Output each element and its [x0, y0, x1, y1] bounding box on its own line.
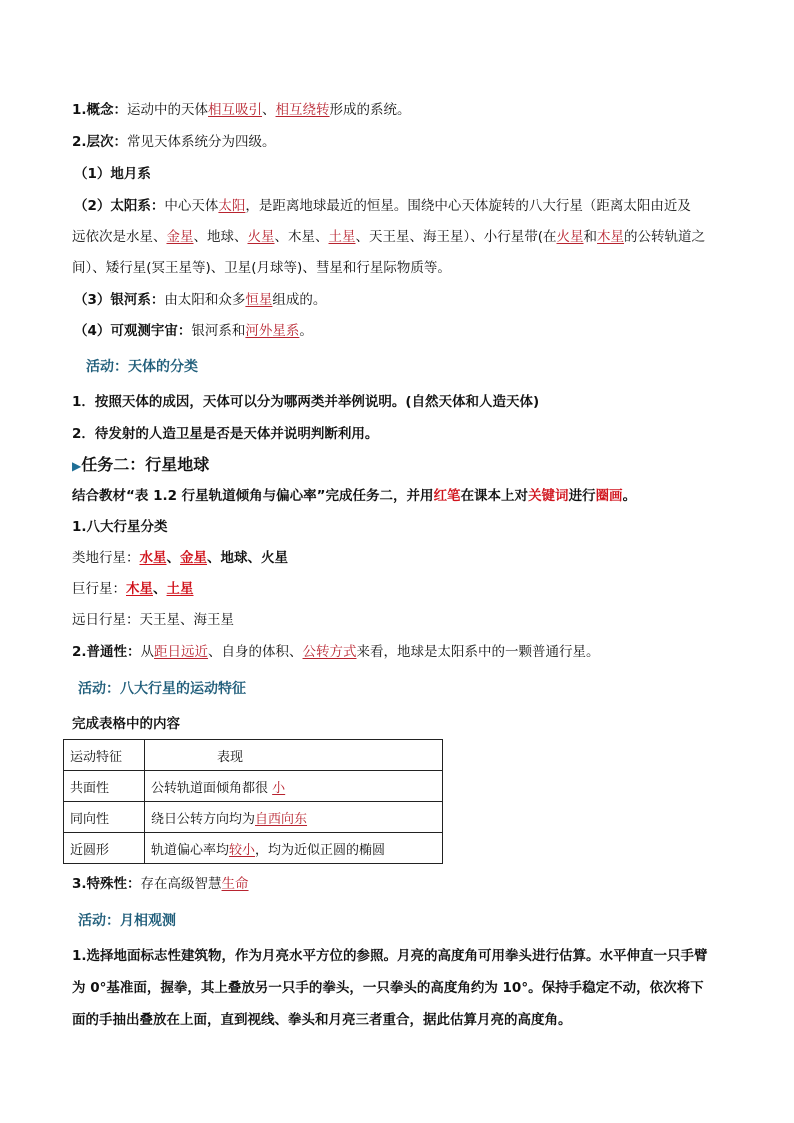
generality-line: 2.普通性：从距日远近、自身的体积、公转方式来看，地球是太阳系中的一颗普通行星。: [72, 644, 600, 660]
activity-question-2: 2．待发射的人造卫星是否是天体并说明判断利用。: [72, 426, 379, 442]
solar-system-line-2: 远依次是水星、金星、地球、火星、木星、土星、天王星、海王星）、小行星带(在火星和木星的公转轨道之: [72, 229, 706, 245]
specialty-line: 3.特殊性：存在高级智慧生命: [72, 876, 249, 892]
levels-line: 2.层次：常见天体系统分为四级。: [72, 134, 276, 150]
activity-title-moon: 活动：月相观测: [78, 913, 176, 929]
moon-paragraph-line-1: 1.选择地面标志性建筑物，作为月亮水平方位的参照。月亮的高度角可用拳头进行估算。水平伸直一只手臂: [72, 948, 708, 964]
table-row: [64, 771, 443, 802]
table-header-cell: 表现: [145, 740, 443, 771]
table-row: [64, 833, 443, 864]
moon-paragraph-line-3: 面的手抽出叠放在上面，直到视线、拳头和月亮三者重合，据此估算月亮的高度角。: [72, 1012, 572, 1028]
play-arrow-icon: ▶: [72, 459, 82, 473]
table-cell: 公转轨道面倾角都很 小: [145, 771, 443, 802]
observable-universe-line: （4）可观测宇宙：银河系和河外星系。: [74, 323, 313, 339]
far-planets-line: 远日行星：天王星、海王星: [72, 612, 234, 628]
motion-features-table: [63, 739, 443, 864]
concept-line: 1.概念：运动中的天体相互吸引、相互绕转形成的系统。: [72, 102, 411, 118]
level-earth-moon: （1）地月系: [74, 166, 151, 182]
task2-instruction: 结合教材“表 1.2 行星轨道倾角与偏心率”完成任务二，并用红笔在课本上对关键词进行圈画。: [72, 488, 637, 504]
planet-classification-title: 1.八大行星分类: [72, 519, 168, 535]
keyword: 相互绕转: [275, 102, 330, 118]
activity-title-classification: 活动：天体的分类: [86, 359, 198, 375]
table-cell: 共面性: [64, 771, 145, 802]
table-cell: 绕日公转方向均为自西向东: [145, 802, 443, 833]
activity-question-1: 1．按照天体的成因，天体可以分为哪两类并举例说明。(自然天体和人造天体): [72, 394, 540, 410]
milky-way-line: （3）银河系：由太阳和众多恒星组成的。: [74, 292, 327, 308]
task2-title: 任务二：行星地球: [81, 455, 210, 474]
terrestrial-planets-line: 类地行星：水星、金星、地球、火星: [72, 550, 288, 566]
table-cell: 近圆形: [64, 833, 145, 864]
table-cell: 轨道偏心率均较小，均为近似正圆的椭圆: [145, 833, 443, 864]
task2-heading: [72, 455, 209, 476]
keyword: 相互吸引: [208, 102, 263, 118]
table-cell: 同向性: [64, 802, 145, 833]
activity-title-motion: 活动：八大行星的运动特征: [78, 681, 246, 697]
moon-paragraph-line-2: 为 0°基准面，握拳，其上叠放另一只手的拳头，一只拳头的高度角约为 10°。保持手稳定不动，依次将下: [72, 980, 704, 996]
giant-planets-line: 巨行星：木星、土星: [72, 581, 194, 597]
table-intro: 完成表格中的内容: [72, 716, 180, 732]
table-header-cell: 运动特征: [64, 740, 145, 771]
table-row: [64, 802, 443, 833]
solar-system-line-3: 间）、矮行星(冥王星等)、卫星(月球等)、彗星和行星际物质等。: [72, 260, 451, 276]
solar-system-line-1: （2）太阳系：中心天体太阳，是距离地球最近的恒星。围绕中心天体旋转的八大行星（距离太阳由近及: [74, 198, 691, 214]
table-row: [64, 740, 443, 771]
